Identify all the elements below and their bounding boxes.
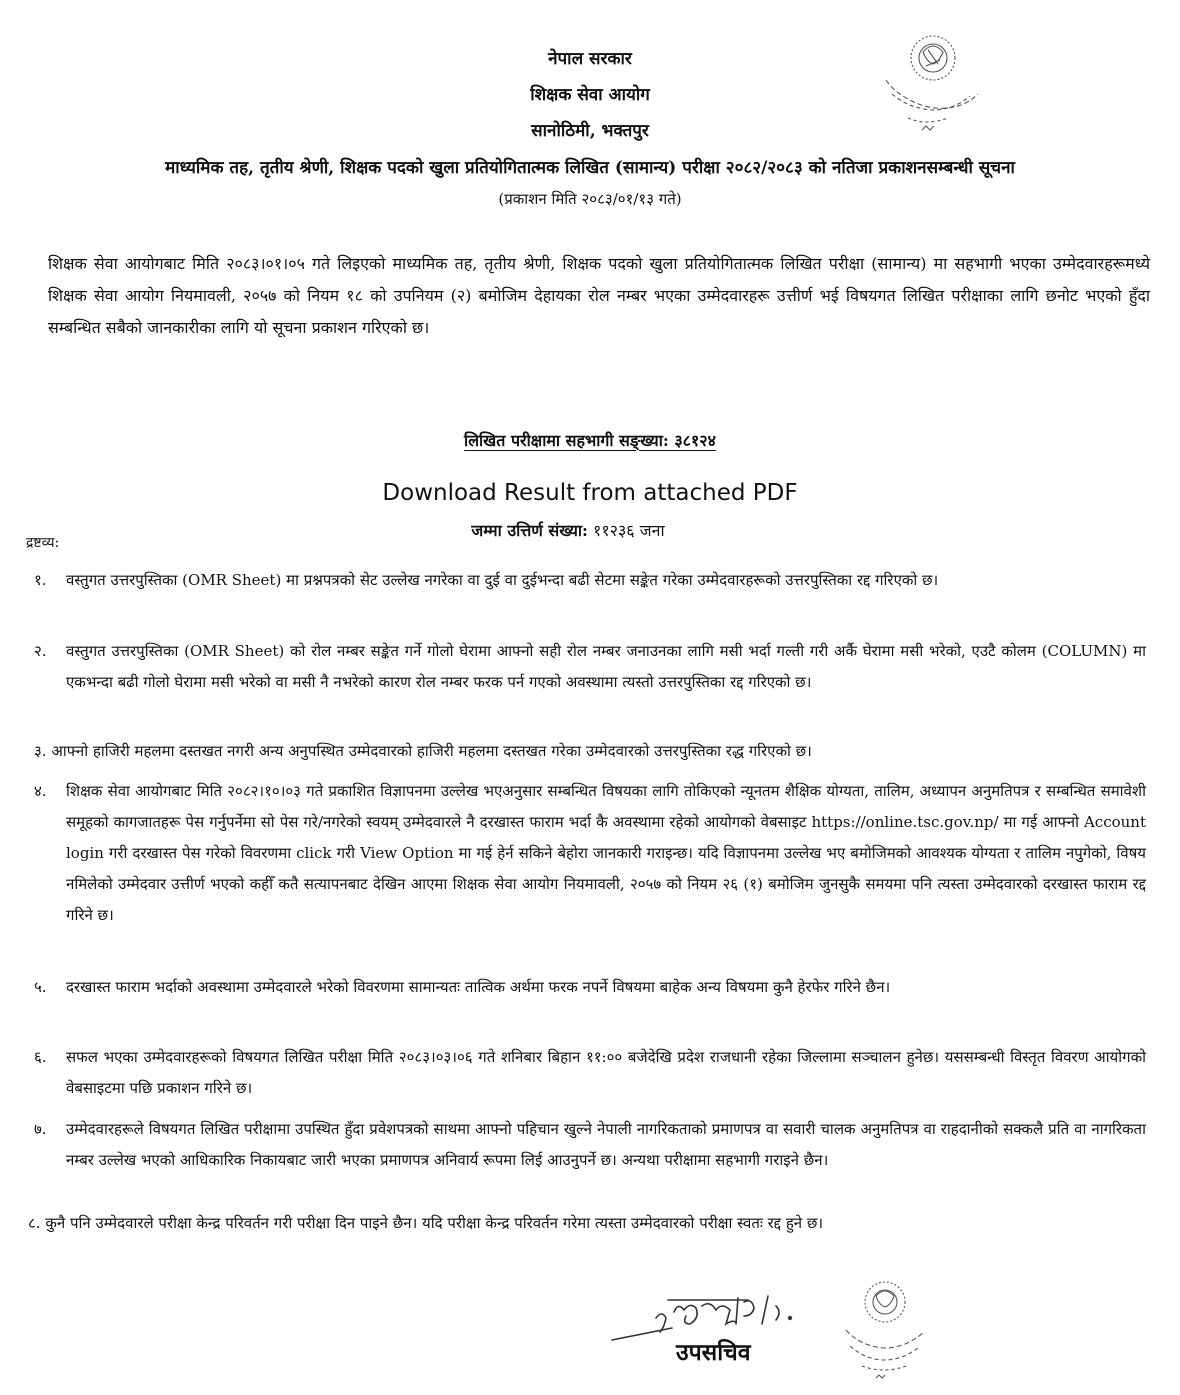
note-number: ३.	[34, 742, 47, 760]
passed-count-label: जम्मा उत्तिर्ण संख्या:	[471, 521, 588, 540]
publication-date: (प्रकाशन मिति २०८३/०१/१३ गते)	[498, 190, 682, 208]
note-number: २.	[34, 642, 47, 660]
passed-count	[0, 518, 1136, 544]
note-text: वस्तुगत उत्तरपुस्तिका (OMR Sheet) मा प्रश्नपत्रको सेट उल्लेख नगरेका वा दुई वा दुईभन्दा बढी सेटमा सङ्केत गरेका उम्मेदवारहरूको उत्तरपुस्तिका रद्द गरिएको छ।	[66, 571, 939, 589]
header-commission: शिक्षक सेवा आयोग	[530, 85, 650, 105]
note-item	[34, 1042, 1146, 1104]
notes-title: द्रष्टव्य:	[26, 535, 60, 551]
note-number: १.	[34, 571, 47, 589]
note-text: सफल भएका उम्मेदवारहरूको विषयगत लिखित परीक्षा मिति २०८३।०३।०६ गते शनिबार बिहान ११:०० बजेदेखि प्रदेश राजधानी रहेका जिल्लामा सञ्चालन हुनेछ। यससम्बन्धी विस्तृत विवरण आयोगको वेबसाइटमा पछि प्रकाशन गरिने छ।	[66, 1048, 1146, 1097]
header-government: नेपाल सरकार	[548, 49, 632, 69]
note-text: कुनै पनि उम्मेदवारले परीक्षा केन्द्र परिवर्तन गरी परीक्षा दिन पाइने छैन। यदि परीक्षा केन्द्र परिवर्तन गरेमा त्यस्ता उम्मेदवारको परीक्षा स्वतः रद्द हुने छ।	[45, 1214, 824, 1232]
note-text: शिक्षक सेवा आयोगबाट मिति २०८२।१०।०३ गते प्रकाशित विज्ञापनमा उल्लेख भएअनुसार सम्बन्धित विषयका लागि तोकिएको न्यूनतम शैक्षिक योग्यता, तालिम, अध्यापन अनुमतिपत्र र सम्बन्धित समावेशी समूहको कागजातहरू पेस गर्नुपर्नेमा सो पेस गरे/नगरेको स्वयम् उम्मेदवारले नै दरखास्त फाराम भर्दा कै अवस्थामा रहेको आयोगको वेबसाइट https://online.tsc.gov.np/ मा गई आफ्नो Account login गरी दरखास्त पेस गरेको विवरणमा click गरी View Option मा गई हेर्न सकिने बेहोरा जानकारी गराइन्छ। यदि विज्ञापनमा उल्लेख भए बमोजिमको आवश्यक योग्यता र तालिम नपुगेको, विषय नमिलेको उम्मेदवार उत्तीर्ण भएको कहीँ कतै सत्यापनबाट देखिन आएमा शिक्षक सेवा आयोग नियमावली, २०५७ को नियम २६ (१) बमोजिम जुनसुकै समयमा पनि त्यस्ता उम्मेदवारको दरखास्त फाराम रद्द गरिने छ।	[66, 782, 1146, 924]
note-number: ६.	[34, 1048, 47, 1066]
download-result-text: Download Result from attached PDF	[382, 480, 798, 506]
note-number: ८.	[28, 1214, 41, 1232]
note-number: ४.	[34, 782, 47, 800]
notice-title: माध्यमिक तह, तृतीय श्रेणी, शिक्षक पदको खुला प्रतियोगितात्मक लिखित (सामान्य) परीक्षा २०८२/२०८३ को नतिजा प्रकाशनसम्बन्धी सूचना	[165, 158, 1015, 178]
note-text: आफ्नो हाजिरी महलमा दस्तखत नगरी अन्य अनुपस्थित उम्मेदवारको हाजिरी महलमा दस्तखत गरेका उम्मेदवारको उत्तरपुस्तिका रद्ध गरिएको छ।	[51, 742, 812, 760]
note-item	[34, 565, 1146, 596]
participants-count	[0, 428, 1180, 454]
note-item	[34, 1114, 1146, 1176]
note-number: ७.	[34, 1120, 47, 1138]
note-text: उम्मेदवारहरूले विषयगत लिखित परीक्षामा उपस्थित हुँदा प्रवेशपत्रको साथमा आफ्नो पहिचान खुल्ने नेपाली नागरिकताको प्रमाणपत्र वा सवारी चालक अनुमतिपत्र वा राहदानीको सक्कलै प्रति वा नागरिकता नम्बर उल्लेख भएको आधिकारिक निकायबाट जारी भएका प्रमाणपत्र अनिवार्य रूपमा लिई आउनुपर्ने छ। अन्यथा परीक्षामा सहभागी गराइने छैन।	[66, 1120, 1146, 1169]
note-item	[34, 972, 1146, 1003]
intro-paragraph: शिक्षक सेवा आयोगबाट मिति २०८३।०१।०५ गते लिइएको माध्यमिक तह, तृतीय श्रेणी, शिक्षक पदको खुला प्रतियोगितात्मक लिखित परीक्षा (सामान्य) मा सहभागी भएका उम्मेदवारहरूमध्ये शिक्षक सेवा आयोग नियमावली, २०५७ को नियम १८ को उपनियम (२) बमोजिम देहायका रोल नम्बर भएका उम्मेदवारहरू उत्तीर्ण भई विषयगत लिखित परीक्षाका लागि छनोट भएको हुँदा सम्बन्धित सबैको जानकारीका लागि यो सूचना प्रकाशन गरिएको छ।	[48, 254, 1150, 337]
note-item	[34, 636, 1146, 698]
note-text: दरखास्त फाराम भर्दाको अवस्थामा उम्मेदवारले भरेको विवरणमा सामान्यतः तात्विक अर्थमा फरक नपर्ने विषयमा बाहेक अन्य विषयमा कुनै हेरफेर गरिने छैन।	[66, 978, 891, 996]
passed-count-value: ११२३६ जना	[593, 521, 665, 540]
note-item	[28, 1208, 1158, 1239]
official-seal-icon	[840, 1268, 930, 1388]
note-number: ५.	[34, 978, 47, 996]
note-item	[34, 736, 1164, 767]
participants-count-text: लिखित परीक्षामा सहभागी सङ्ख्या: ३८१२४	[464, 431, 716, 450]
note-item	[34, 776, 1146, 931]
signatory-title: उपसचिव	[676, 1340, 751, 1366]
header-location: सानोठिमी, भक्तपुर	[531, 121, 649, 141]
note-text: वस्तुगत उत्तरपुस्तिका (OMR Sheet) को रोल नम्बर सङ्केत गर्ने गोलो घेरामा आफ्नो सही रोल नम्बर जनाउनका लागि मसी भर्दा गल्ती गरी अर्कै घेरामा मसी भरेको, एउटै कोलम (COLUMN) मा एकभन्दा बढी गोलो घेरामा मसी भरेको वा मसी नै नभरेको कारण रोल नम्बर फरक पर्न गएको अवस्थामा त्यस्तो उत्तरपुस्तिका रद्द गरिएको छ।	[66, 642, 1146, 691]
